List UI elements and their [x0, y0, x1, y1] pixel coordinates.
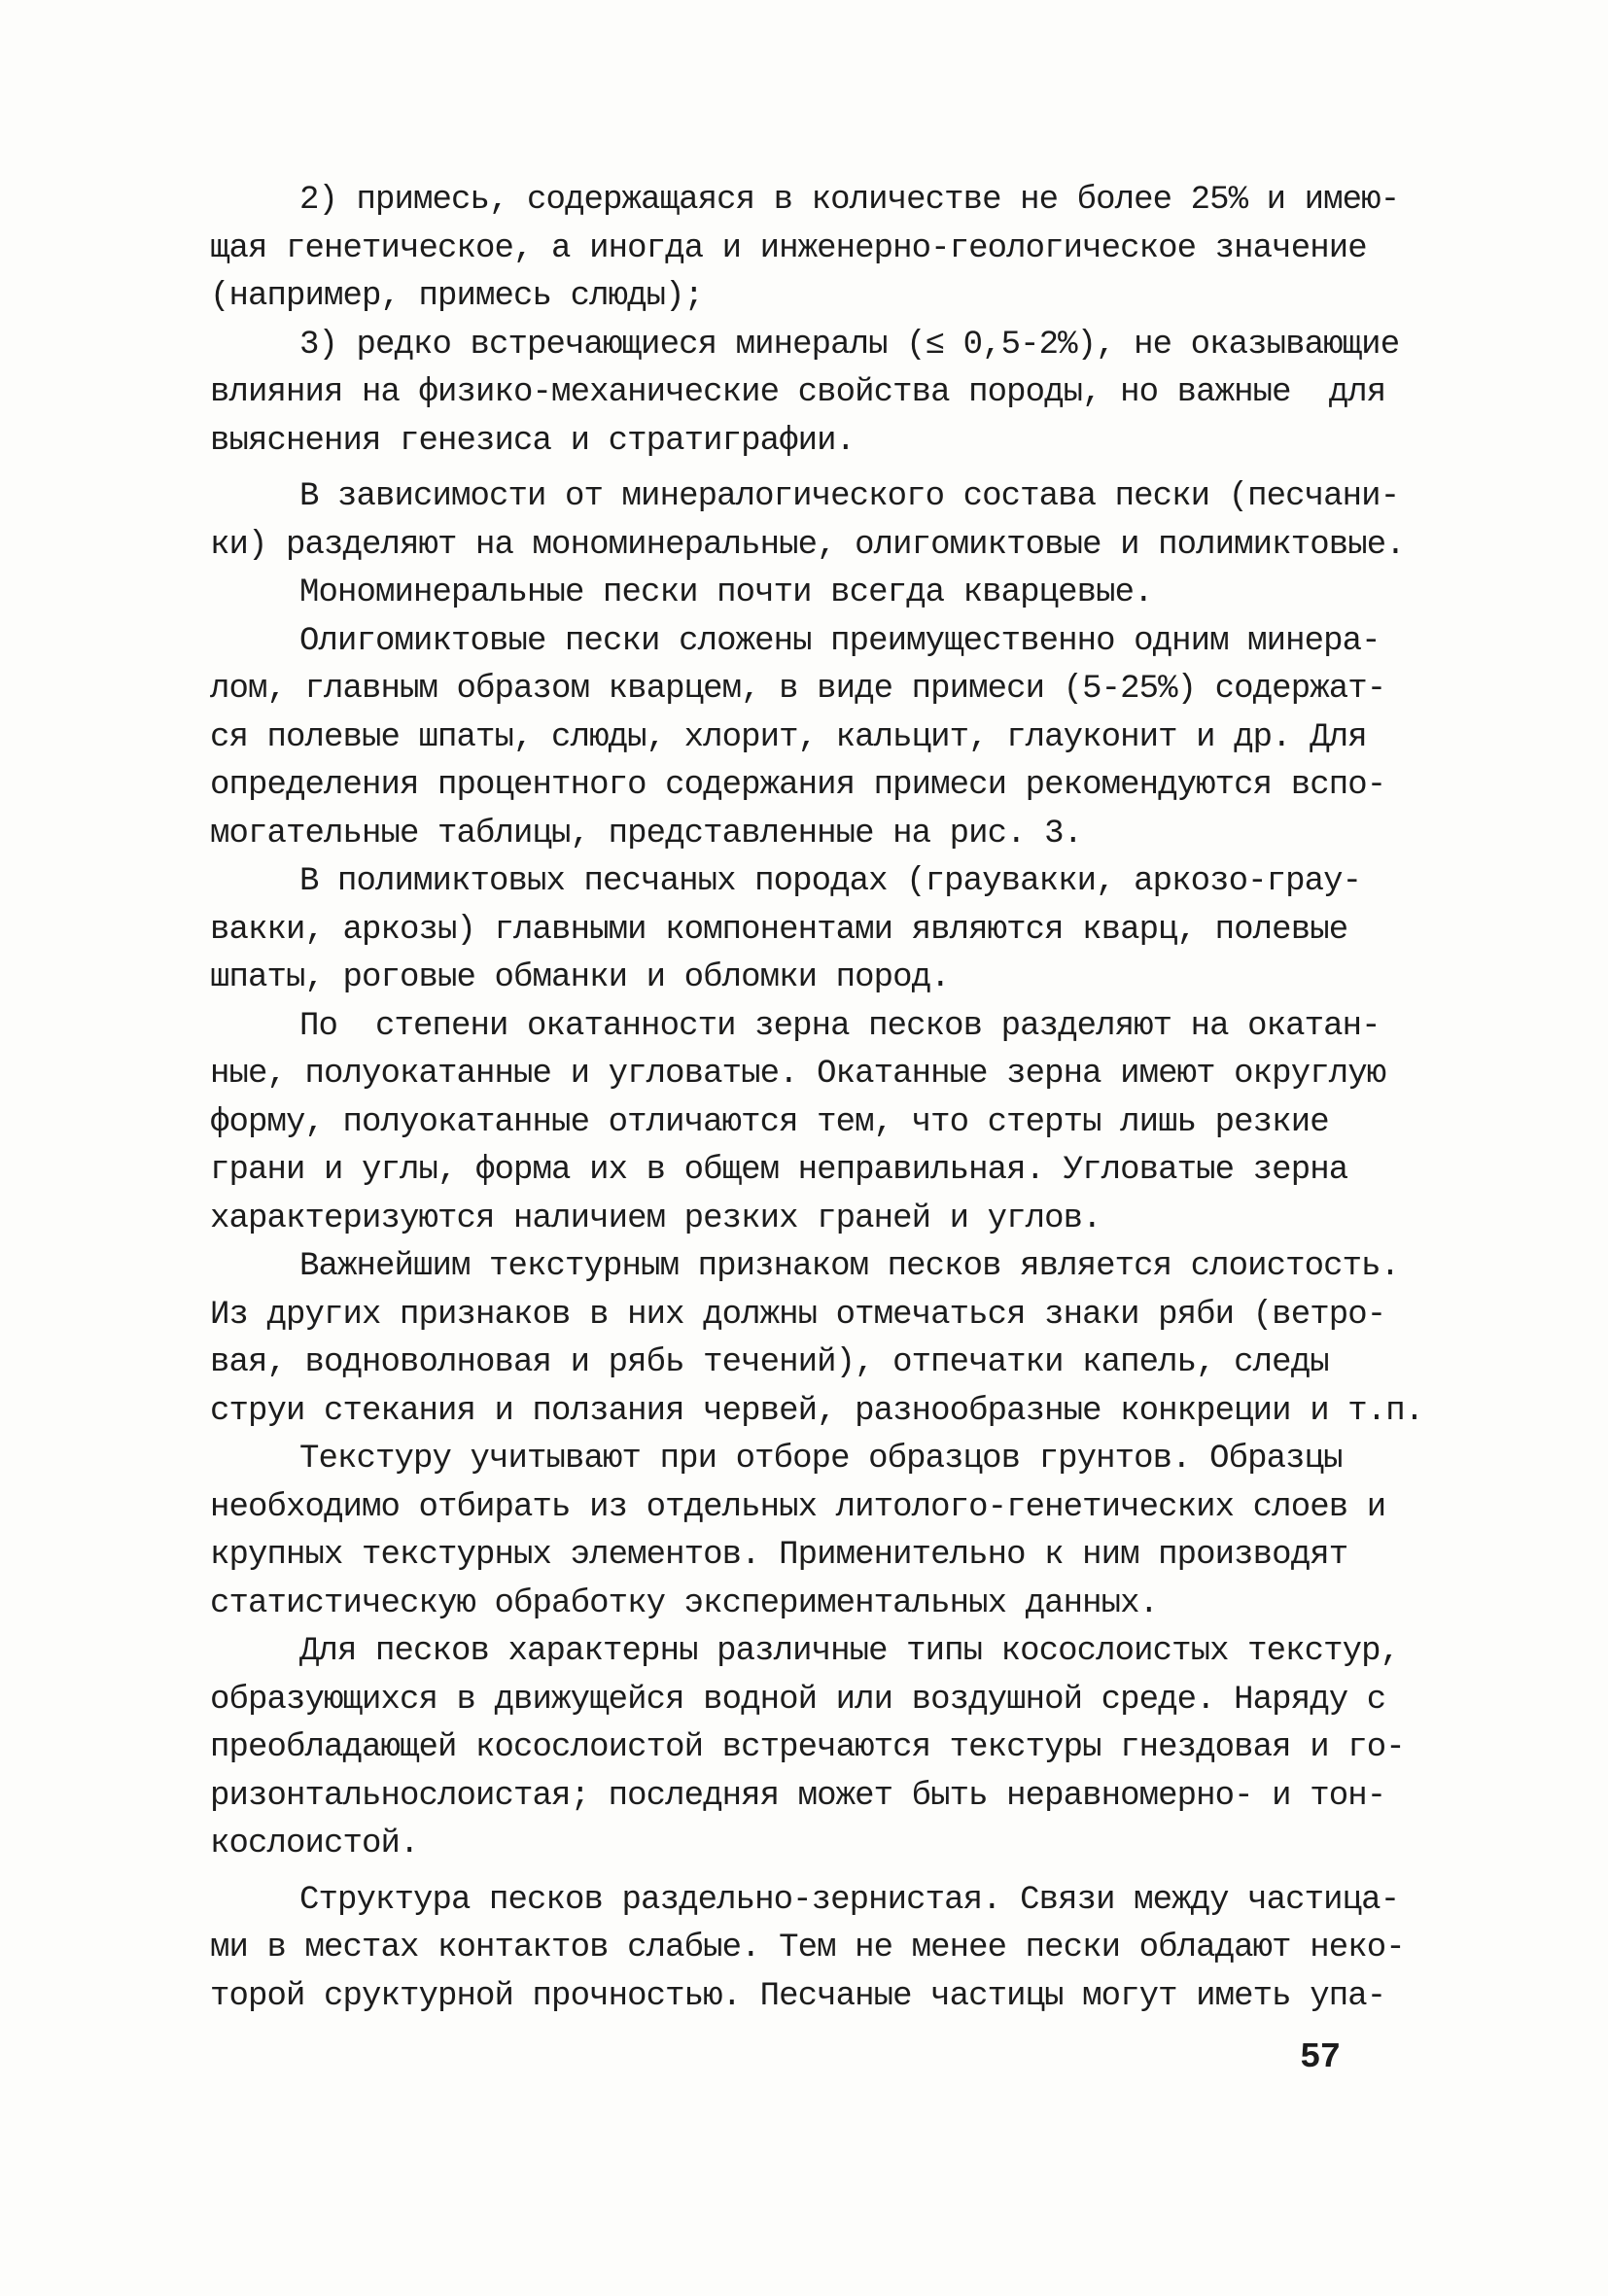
page-number: 57 — [1300, 2037, 1341, 2077]
text-line: ки) разделяют на мономинеральные, олигомиктовые и полимиктовые. — [210, 526, 1405, 564]
text-line: грани и углы, форма их в общем неправильная. Угловатые зерна — [210, 1152, 1348, 1189]
text-line: Важнейшим текстурным признаком песков является слоистость. — [299, 1248, 1400, 1285]
text-line: необходимо отбирать из отдельных литолого-генетических слоев и — [210, 1488, 1386, 1526]
text-line: Для песков характерны различные типы косослоистых текстур, — [299, 1633, 1400, 1670]
text-line: щая генетическое, а иногда и инженерно-геологическое значение — [210, 229, 1367, 267]
text-line: статистическую обработку экспериментальных данных. — [210, 1584, 1159, 1622]
text-line: Текстуру учитывают при отборе образцов грунтов. Образцы — [299, 1441, 1343, 1478]
text-line: Из других признаков в них должны отмечаться знаки ряби (ветро- — [210, 1296, 1386, 1334]
text-line: образующихся в движущейся водной или воздушной среде. Наряду с — [210, 1681, 1386, 1719]
text-line: Олигомиктовые пески сложены преимущественно одним минера- — [299, 622, 1381, 660]
text-line: характеризуются наличием резких граней и углов. — [210, 1200, 1101, 1237]
text-line: лом, главным образом кварцем, в виде примеси (5-25%) содержат- — [210, 671, 1386, 708]
text-line: ми в местах контактов слабые. Тем не менее пески обладают неко- — [210, 1930, 1405, 1966]
text-line: струи стекания и ползания червей, разнообразные конкреции и т.п. — [210, 1392, 1424, 1430]
text-line: преобладающей косослоистой встречаются текстуры гнездовая и го- — [210, 1729, 1405, 1766]
text-line: Мономинеральные пески почти всегда кварцевые. — [299, 574, 1153, 611]
text-line: 3) редко встречающиеся минералы (≤ 0,5-2%), не оказывающие — [299, 326, 1400, 364]
text-line: определения процентного содержания примеси рекомендуются вспо- — [210, 767, 1386, 804]
text-line: По степени окатанности зерна песков разделяют на окатан- — [299, 1007, 1381, 1045]
body-text — [210, 177, 1424, 2021]
text-line: В зависимости от минералогического состава пески (песчани- — [299, 478, 1400, 515]
text-line: шпаты, роговые обманки и обломки пород. — [210, 959, 950, 996]
text-line: кослоистой. — [210, 1826, 419, 1862]
text-line: торой сруктурной прочностью. Песчаные частицы могут иметь упа- — [210, 1977, 1386, 2015]
text-line: вая, водноволновая и рябь течений), отпечатки капель, следы — [210, 1344, 1329, 1381]
text-line: крупных текстурных элементов. Применительно к ним производят — [210, 1537, 1348, 1574]
text-line: ные, полуокатанные и угловатые. Окатанные зерна имеют округлую — [210, 1056, 1386, 1093]
text-line: В полимиктовых песчаных породах (граувакки, аркозо-грау- — [299, 863, 1362, 900]
text-line: выяснения генезиса и стратиграфии. — [210, 422, 856, 460]
text-line: ся полевые шпаты, слюды, хлорит, кальцит, глауконит и др. Для — [210, 718, 1367, 756]
text-line: (например, примесь слюды); — [210, 278, 704, 315]
text-line: форму, полуокатанные отличаются тем, что стерты лишь резкие — [210, 1103, 1329, 1141]
text-line: Структура песков раздельно-зернистая. Связи между частица- — [299, 1881, 1400, 1919]
text-line: влияния на физико-механические свойства породы, но важные для — [210, 374, 1386, 411]
text-line: могательные таблицы, представленные на рис. 3. — [210, 815, 1083, 852]
text-line: вакки, аркозы) главными компонентами являются кварц, полевые — [210, 911, 1348, 949]
text-line: ризонтальнослоистая; последняя может быть неравномерно- и тон- — [210, 1777, 1386, 1815]
text-line: 2) примесь, содержащаяся в количестве не более 25% и имею- — [299, 182, 1400, 219]
